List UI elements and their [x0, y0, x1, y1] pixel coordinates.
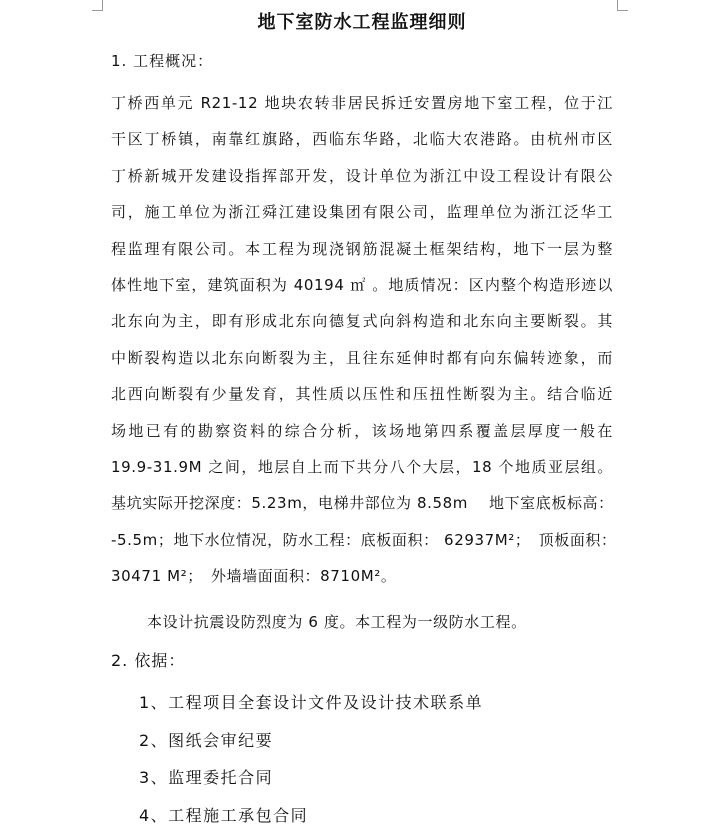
overview-line: 丁桥西单元 R21-12 地块农转非居民拆迁安置房地下室工程，位于江	[111, 94, 613, 112]
section-heading-overview: 1. 工程概况：	[111, 52, 214, 70]
overview-line: -5.5m；地下水位情况，防水工程：底板面积： 62937M²； 顶板面积：	[111, 530, 617, 549]
page-corner-mark-left	[92, 0, 103, 11]
basis-list	[139, 684, 483, 835]
overview-line: 北东向为主，即有形成北东向德复式向斜构造和北东向主要断裂。其	[111, 312, 613, 331]
overview-line: 程监理有限公司。本工程为现浇钢筋混凝土框架结构，地下一层为整	[111, 239, 613, 258]
document-title: 地下室防水工程监理细则	[257, 12, 467, 33]
overview-line: 19.9-31.9M 之间，地层自上而下共分八个大层，18 个地质亚层组。	[111, 458, 613, 477]
basis-item: 3、监理委托合同	[139, 768, 274, 788]
page-corner-mark-right	[617, 0, 628, 11]
overview-line: 干区丁桥镇，南靠红旗路，西临东华路，北临大农港路。由杭州市区	[111, 130, 613, 149]
seismic-note: 本设计抗震设防烈度为 6 度。本工程为一级防水工程。	[147, 613, 527, 631]
basis-item: 4、工程施工承包合同	[139, 806, 309, 826]
overview-line: 丁桥新城开发建设指挥部开发，设计单位为浙江中设工程设计有限公	[111, 166, 613, 185]
overview-line: 中断裂构造以北东向断裂为主，且往东延伸时都有向东偏转迹象，而	[111, 348, 613, 367]
overview-line: 司，施工单位为浙江舜江建设集团有限公司，监理单位为浙江泛华工	[111, 203, 613, 222]
section-heading-basis: 2. 依据：	[111, 651, 186, 670]
overview-line: 体性地下室，建筑面积为 40194 ㎡ 。地质情况：区内整个构造形迹以	[111, 276, 613, 295]
overview-line: 北西向断裂有少量发育，其性质以压性和压扭性断裂为主。结合临近	[111, 385, 613, 404]
basis-item: 1、工程项目全套设计文件及设计技术联系单	[139, 693, 484, 712]
overview-line: 基坑实际开挖深度：5.23m，电梯井部位为 8.58m 地下室底板标高：	[111, 494, 614, 513]
basis-item: 2、图纸会审纪要	[139, 730, 274, 750]
overview-paragraph	[111, 85, 617, 595]
overview-line: 场地已有的勘察资料的综合分析，该场地第四系覆盖层厚度一般在	[111, 421, 613, 440]
overview-line: 30471 M²； 外墙墙面面积：8710M²。	[111, 567, 397, 586]
